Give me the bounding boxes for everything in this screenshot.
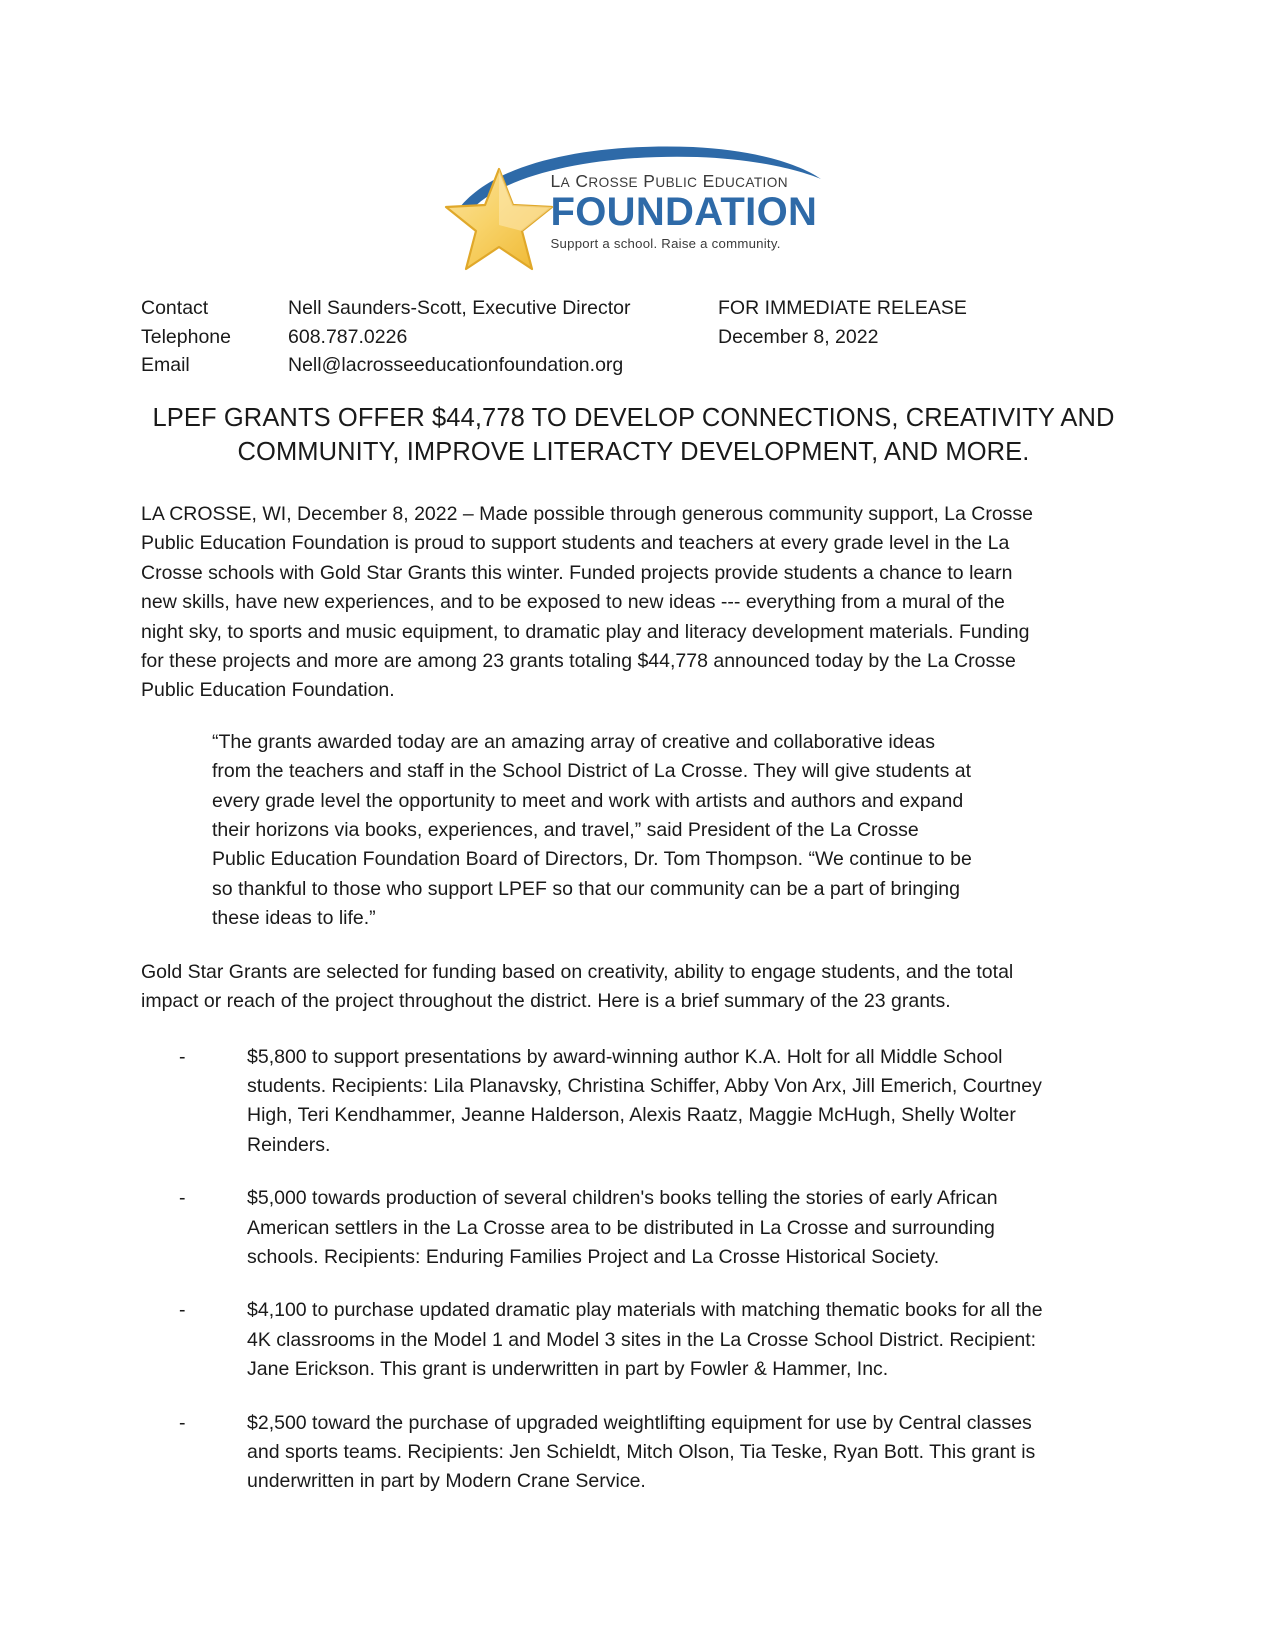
lead-paragraph: LA CROSSE, WI, December 8, 2022 – Made possible through generous community support, La Crosse Public Education Foundation is proud to support students and teachers at every grade level in the La Crosse schools with Gold Star Grants this winter. Funded projects provide students a chance to learn new skills, have new experiences, and to be exposed to new ideas --- everything from a mural of the night sky, to sports and music equipment, to dramatic play and literacy development materials. Funding for these projects and more are among 23 grants totaling $44,778 announced today by the La Crosse Public Education Foundation. [141, 503, 1034, 702]
logo-wordmark [551, 173, 823, 251]
logo-graphic [443, 143, 823, 268]
grant-item-text: $4,100 to purchase updated dramatic play materials with matching thematic books for all the 4K classrooms in the Model 1 and Model 3 sites in the La Crosse School District. Recipient: Jane Erickson. This grant is underwritten in part by Fowler & Hammer, Inc. [247, 1299, 1043, 1381]
release-date: December 8, 2022 [718, 325, 879, 348]
contact-label-contact: Contact [141, 297, 209, 319]
logo-slogan: Support a school. Raise a community. [550, 236, 781, 252]
list-item [141, 1043, 1046, 1161]
logo-tagline-top: LA CROSSE PUBLIC EDUCATION [550, 171, 788, 191]
quote-paragraph: “The grants awarded today are an amazing array of creative and collaborative ideas from the teachers and staff in the School District of La Crosse. They will give students at every grade level the opportunity to meet and work with artists and authors and expand their horizons via books, experiences, and travel,” said President of the La Crosse Public Education Foundation Board of Directors, Dr. Tom Thompson. “We continue to be so thankful to those who support LPEF so that our community can be a part of bringing these ideas to life.” [212, 730, 972, 930]
gold-star-icon [443, 167, 555, 273]
contact-label-telephone: Telephone [141, 325, 231, 348]
contact-row-telephone [141, 323, 1126, 352]
grant-item-text: $5,800 to support presentations by award-winning author K.A. Holt for all Middle School students. Recipients: Lila Planavsky, Christina Schiffer, Abby Von Arx, Jill Emerich, Courtney High, Teri Kendhammer, Jeanne Halderson, Alexis Raatz, Maggie McHugh, Shelly Wolter Reinders. [247, 1045, 1042, 1156]
grant-item-text: $2,500 toward the purchase of upgraded weightlifting equipment for use by Central classes and sports teams. Recipients: Jen Schieldt, Mitch Olson, Tia Teske, Ryan Bott. This grant is underwritten in part by Modern Crane Service. [247, 1411, 1036, 1493]
contact-row-contact [141, 294, 1126, 323]
list-item [141, 1409, 1046, 1497]
contact-row-email [141, 351, 1126, 380]
bullet-dash-marker: - [179, 1411, 186, 1434]
logo-foundation-word: FOUNDATION [550, 189, 818, 234]
bullet-dash-marker: - [179, 1045, 186, 1068]
list-item [141, 1296, 1046, 1384]
contact-value-telephone: 608.787.0226 [288, 325, 408, 348]
headline-line-2: COMMUNITY, IMPROVE LITERACTY DEVELOPMENT, AND MORE. [237, 438, 1030, 466]
headline-line-1: LPEF GRANTS OFFER $44,778 TO DEVELOP CONNECTIONS, CREATIVITY AND [152, 404, 1115, 432]
contact-value-name: Nell Saunders-Scott, Executive Director [288, 297, 631, 319]
bullet-dash-marker: - [179, 1187, 186, 1210]
contact-right-spacer [718, 351, 1126, 380]
bullet-dash-marker: - [179, 1299, 186, 1322]
criteria-paragraph: Gold Star Grants are selected for funding based on creativity, ability to engage students, and the total impact or reach of the project throughout the district. Here is a brief summary of the 23 grants. [141, 960, 1014, 1013]
contact-label-email: Email [141, 354, 190, 376]
page-title [141, 401, 1126, 469]
contact-value-email: Nell@lacrosseeducationfoundation.org [288, 354, 624, 376]
release-notice: FOR IMMEDIATE RELEASE [718, 297, 967, 319]
organization-logo [0, 143, 1265, 268]
contact-block [141, 294, 1126, 380]
document-body [141, 500, 1046, 1521]
grant-list [141, 1043, 1046, 1497]
grant-item-text: $5,000 towards production of several children's books telling the stories of early African American settlers in the La Crosse area to be distributed in La Crosse and surrounding schools. Recipients: Enduring Families Project and La Crosse Historical Society. [247, 1187, 998, 1268]
list-item [141, 1184, 1046, 1272]
